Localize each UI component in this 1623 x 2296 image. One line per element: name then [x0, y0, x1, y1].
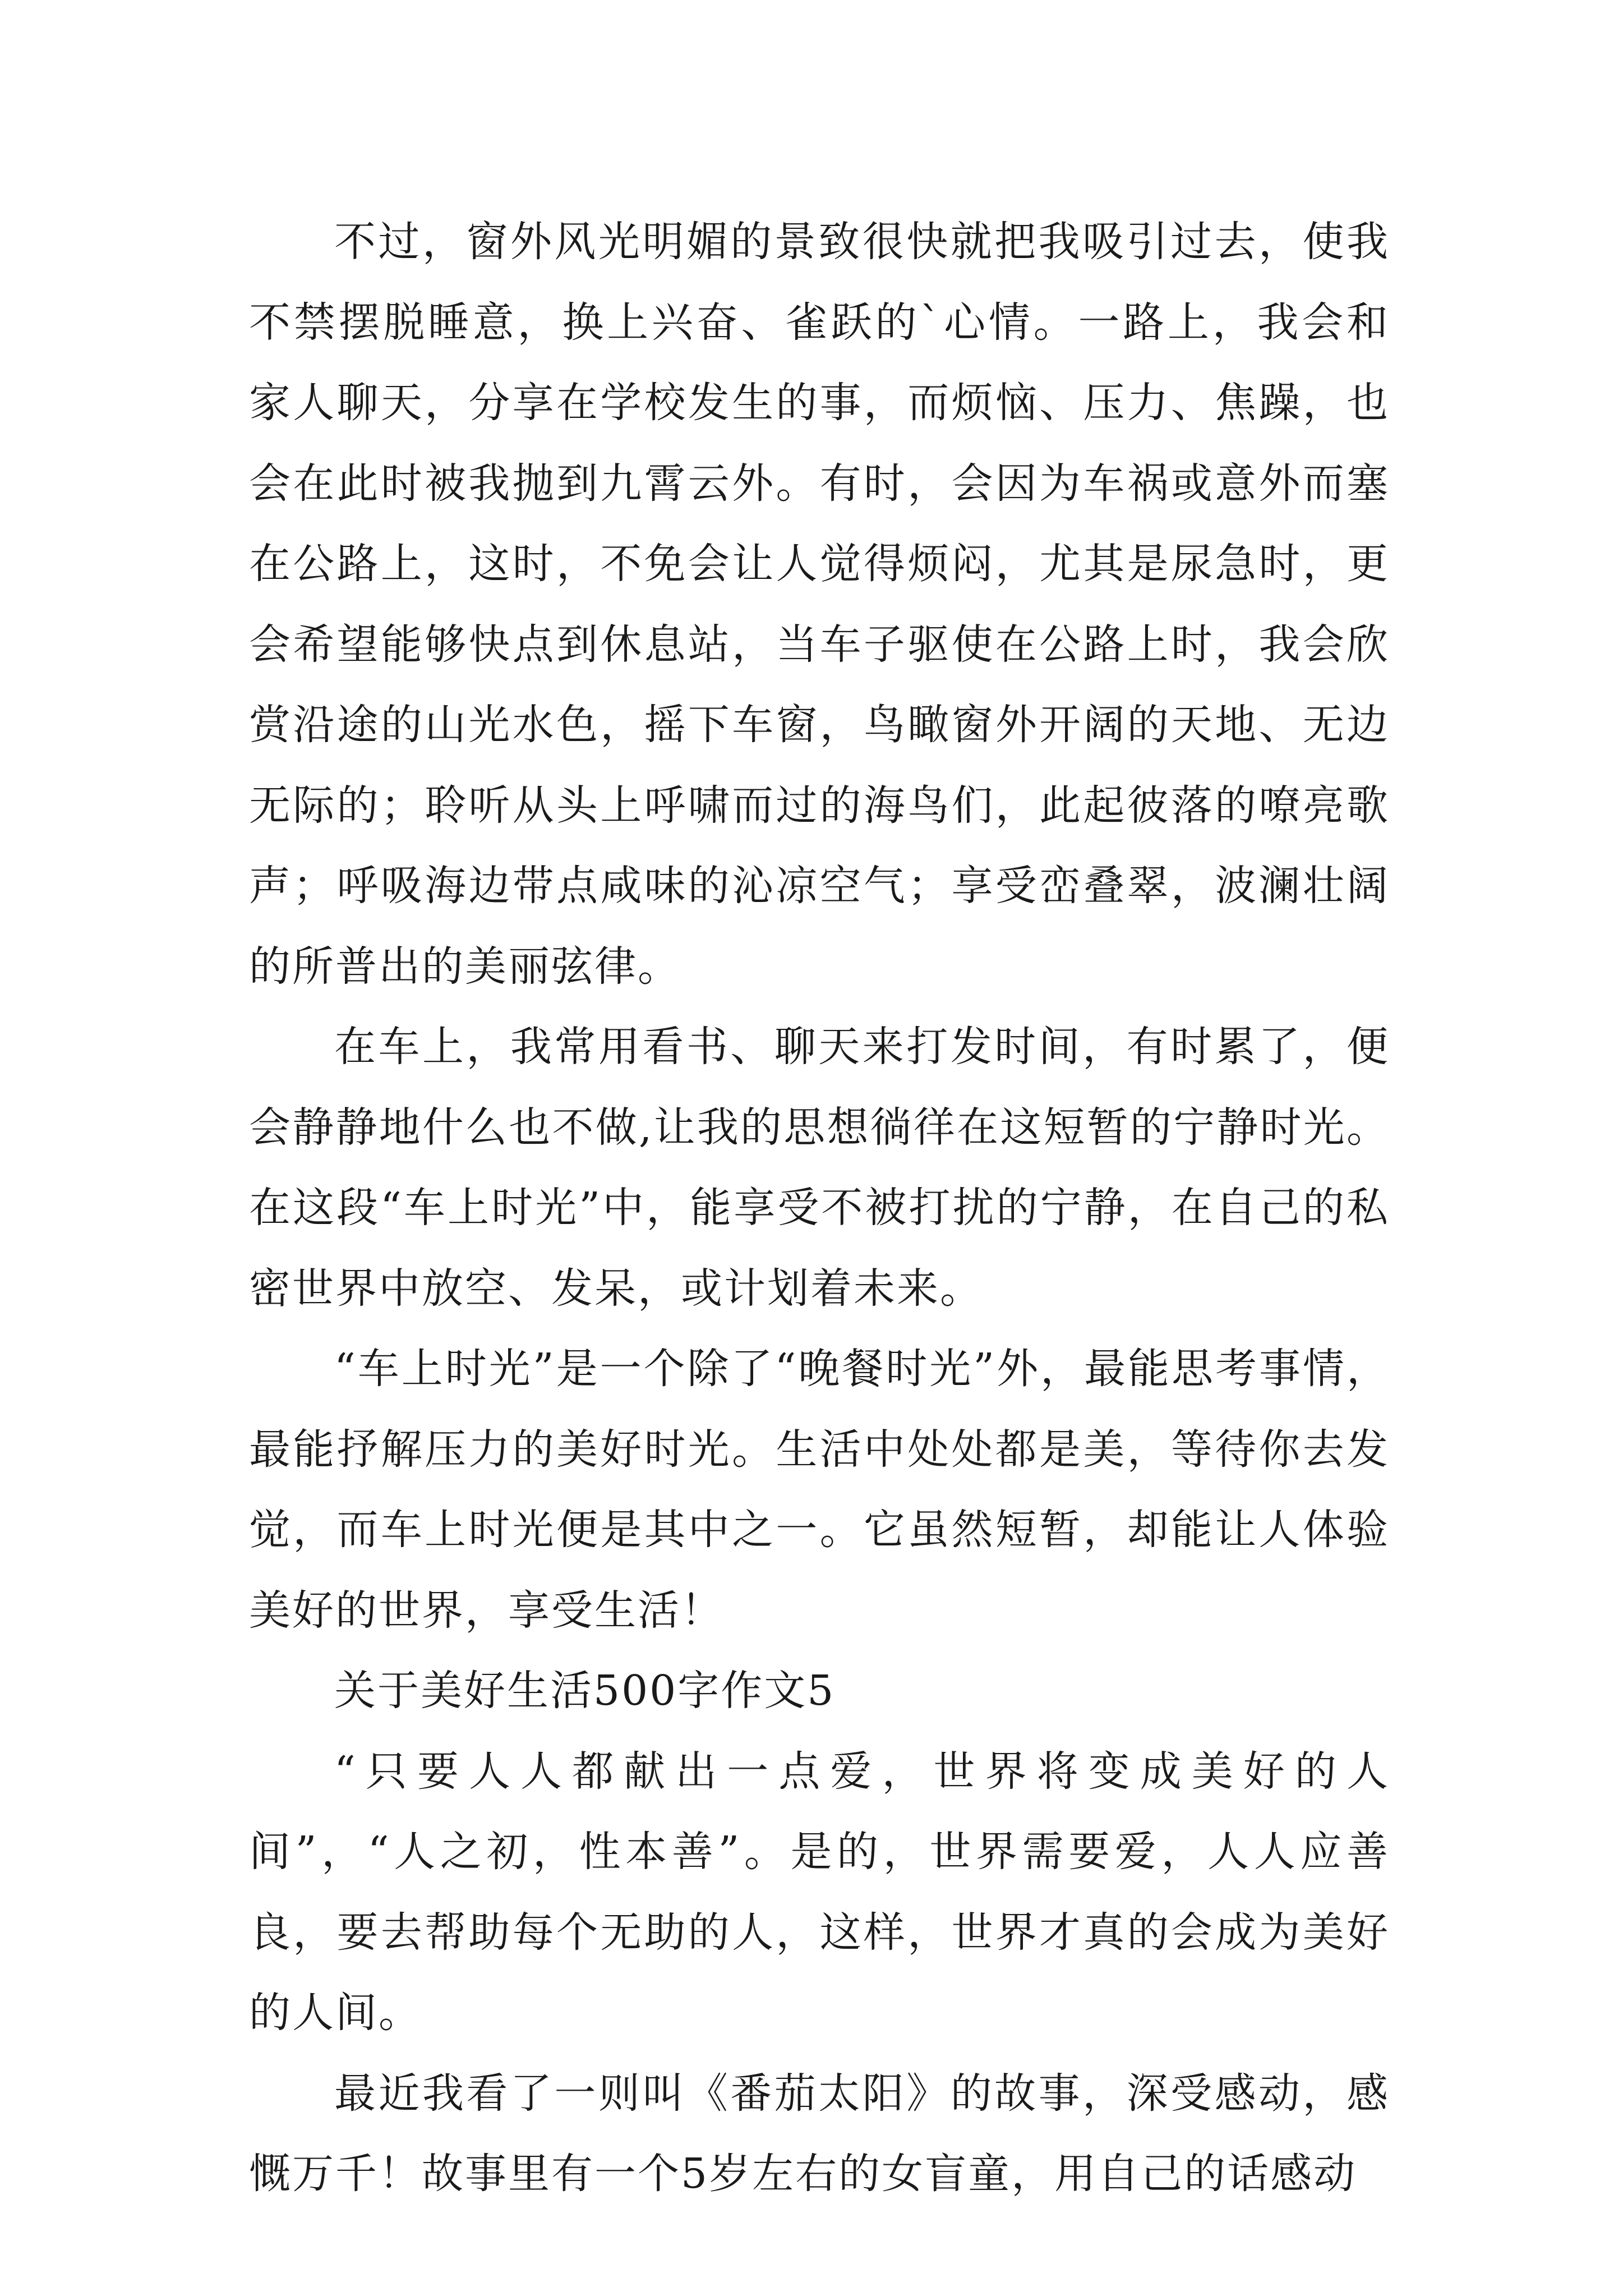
- paragraph-2: 在车上，我常用看书、聊天来打发时间，有时累了，便会静静地什么也不做,让我的思想徜徉在这短暂的宁静时光。在这段“车上时光”中，能享受不被打扰的宁静，在自己的私密世界中放空、发呆，或计划着未来。: [249, 1023, 1390, 1313]
- paragraph-1: 不过，窗外风光明媚的景致很快就把我吸引过去，使我不禁摆脱睡意，换上兴奋、雀跃的`心情。一路上，我会和家人聊天，分享在学校发生的事，而烦恼、压力、焦躁，也会在此时被我抛到九霄云外。有时，会因为车祸或意外而塞在公路上，这时，不免会让人觉得烦闷，尤其是尿急时，更会希望能够快点到休息站，当车子驱使在公路上时，我会欣赏沿途的山光水色，摇下车窗，鸟瞰窗外开阔的天地、无边无际的；聆听从头上呼啸而过的海鸟们，此起彼落的嘹亮歌声；呼吸海边带点咸味的沁凉空气；享受峦叠翠，波澜壮阔的所普出的美丽弦律。: [249, 218, 1390, 991]
- section-heading: 关于美好生活500字作文5: [334, 1667, 836, 1715]
- document-body: [249, 202, 1390, 2215]
- paragraph-5: 最近我看了一则叫《番茄太阳》的故事，深受感动，感慨万千！故事里有一个5岁左右的女盲童，用自己的话感动: [249, 2069, 1390, 2198]
- paragraph-4: “只要人人都献出一点爱，世界将变成美好的人间”，“人之初，性本善”。是的，世界需要爱，人人应善良，要去帮助每个无助的人，这样，世界才真的会成为美好的人间。: [249, 1747, 1390, 2037]
- paragraph-3: “车上时光”是一个除了“晚餐时光”外，最能思考事情，最能抒解压力的美好时光。生活中处处都是美，等待你去发觉，而车上时光便是其中之一。它虽然短暂，却能让人体验美好的世界，享受生活！: [249, 1345, 1390, 1635]
